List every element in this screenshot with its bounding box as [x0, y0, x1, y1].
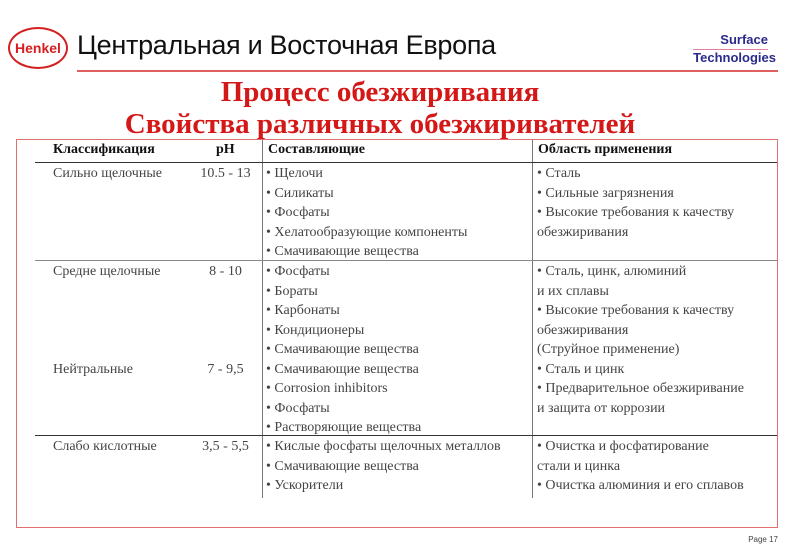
cell-line: • Кислые фосфаты щелочных металлов: [266, 439, 501, 454]
cell-ph: [193, 262, 258, 379]
cell-line: • Corrosion inhibitors: [266, 381, 388, 396]
cell-line: 8 - 10: [209, 264, 242, 279]
cell-components: [266, 164, 467, 262]
cell-line: Сильно щелочные: [53, 166, 162, 181]
cell-line: обезжиривания: [537, 322, 629, 338]
cell-components: [266, 437, 501, 496]
cell-line: • Смачивающие вещества: [266, 342, 419, 357]
cell-line: • Щелочи: [266, 166, 323, 181]
cell-line: обезжиривания: [537, 224, 629, 240]
cell-line: • Сталь, цинк, алюминий: [537, 264, 687, 279]
region-title: Центральная и Восточная Европа: [77, 30, 496, 60]
cell-line: • Высокие требования к качеству: [537, 205, 735, 220]
cell-classification: [53, 437, 157, 457]
cell-ph: [193, 164, 258, 184]
cell-line: • Растворяющие вещества: [266, 420, 422, 435]
cell-line: • Очистка и фосфатирование: [537, 439, 709, 454]
cell-application: [537, 164, 734, 242]
cell-line: (Струйное применение): [537, 342, 680, 357]
slide-subtitle: Свойства различных обезжиривателей: [124, 108, 636, 140]
cell-line: • Сталь: [537, 166, 581, 181]
cell-line: • Хелатообразующие компоненты: [266, 224, 468, 240]
brand-line-2: Technologies: [693, 50, 776, 65]
cell-line: • Смачивающие вещества: [266, 458, 419, 474]
cell-line: [53, 321, 160, 341]
cell-line: [53, 301, 160, 321]
cell-components: [266, 262, 421, 438]
cell-line: • Карбонаты: [266, 303, 340, 318]
cell-line: [193, 301, 258, 321]
surface-technologies-logo: [693, 32, 776, 66]
cell-line: стали и цинка: [537, 458, 621, 474]
cell-line: и защита от коррозии: [537, 400, 666, 416]
henkel-logo: Henkel: [8, 27, 68, 69]
column-divider: [532, 140, 533, 498]
slide-title: Процесс обезжиривания: [220, 76, 540, 108]
cell-line: Слабо кислотные: [53, 439, 157, 454]
cell-line: 3,5 - 5,5: [202, 439, 249, 454]
column-divider: [262, 140, 263, 498]
cell-line: • Кондиционеры: [266, 322, 365, 338]
header-ph: pH: [216, 142, 235, 157]
header-classification: Классификация: [53, 142, 155, 157]
cell-line: • Смачивающие вещества: [266, 361, 419, 377]
cell-classification: [53, 262, 160, 379]
header-application: Область применения: [538, 142, 673, 157]
cell-classification: [53, 164, 162, 184]
cell-line: • Силикаты: [266, 185, 334, 201]
cell-line: [193, 321, 258, 341]
cell-line: • Очистка алюминия и его сплавов: [537, 478, 744, 493]
cell-application: [537, 437, 744, 496]
cell-line: 7 - 9,5: [207, 361, 244, 377]
header-divider: [77, 70, 778, 72]
cell-line: • Фосфаты: [266, 264, 330, 279]
cell-line: 10.5 - 13: [200, 166, 251, 181]
cell-line: [193, 282, 258, 302]
cell-line: и их сплавы: [537, 283, 609, 299]
page-number: Page 17: [748, 535, 778, 544]
cell-line: • Высокие требования к качеству: [537, 303, 735, 318]
cell-line: • Смачивающие вещества: [266, 244, 419, 259]
cell-line: • Ускорители: [266, 478, 344, 493]
cell-ph: [193, 437, 258, 457]
cell-line: • Сталь и цинк: [537, 361, 625, 377]
cell-line: [193, 340, 258, 360]
brand-line-1: Surface: [693, 32, 768, 50]
cell-line: • Фосфаты: [266, 205, 330, 220]
cell-line: Нейтральные: [53, 361, 133, 377]
cell-line: • Предварительное обезжиривание: [537, 381, 744, 396]
cell-line: • Фосфаты: [266, 400, 330, 416]
cell-line: • Сильные загрязнения: [537, 185, 674, 201]
cell-line: [53, 340, 160, 360]
cell-line: • Бораты: [266, 283, 318, 299]
cell-line: [53, 282, 160, 302]
cell-application: [537, 262, 744, 418]
header-components: Составляющие: [268, 142, 365, 157]
cell-line: Средне щелочные: [53, 264, 161, 279]
header-row-divider: [35, 162, 777, 163]
